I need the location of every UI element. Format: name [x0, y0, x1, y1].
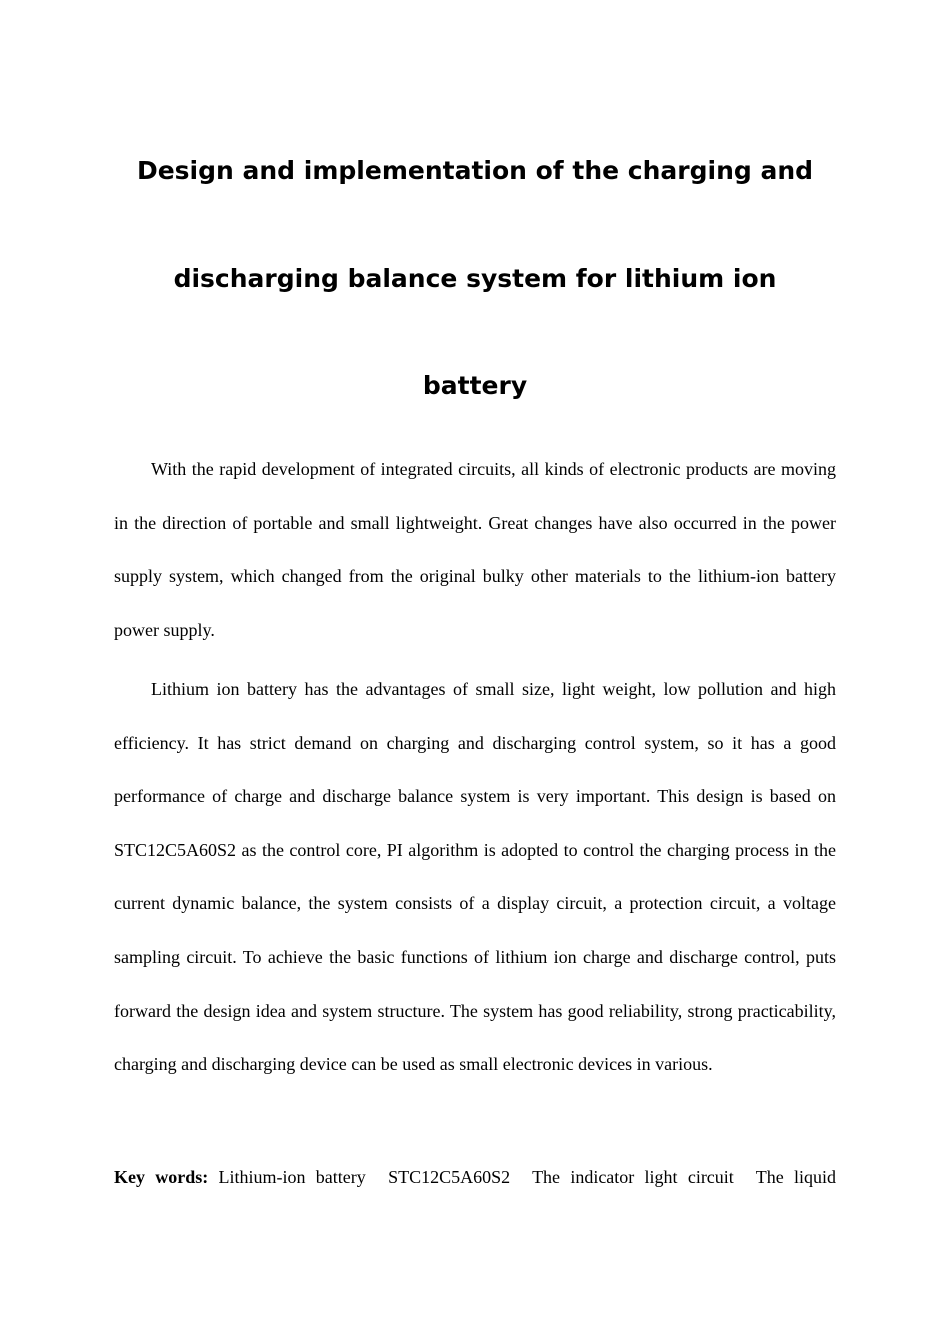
keywords-line	[114, 1151, 836, 1205]
keyword-item: The indicator light circuit	[532, 1167, 734, 1187]
keyword-item: STC12C5A60S2	[388, 1167, 511, 1187]
abstract-paragraph-2: Lithium ion battery has the advantages of small size, light weight, low pollution and high efficiency. It has strict demand on charging and discharging control system, so it has a good performance of charge and discharge balance system is very important. This design is based on STC12C5A60S2 as the control core, PI algorithm is adopted to control the charging process in the current dynamic balance, the system consists of a display circuit, a protection circuit, a voltage sampling circuit. To achieve the basic functions of lithium ion charge and discharge control, puts forward the design idea and system structure. The system has good reliability, strong practicability, charging and discharging device can be used as small electronic devices in various.	[114, 679, 836, 1075]
title-line-1: Design and implementation of the charging and	[136, 156, 814, 185]
keyword-item: The liquid	[755, 1167, 837, 1187]
abstract-paragraph-1: With the rapid development of integrated circuits, all kinds of electronic products are moving in the direction of portable and small lightweight. Great changes have also occurred in the power supply system, which changed from the original bulky other materials to the lithium-ion battery power supply.	[114, 459, 836, 640]
title-line-2: discharging balance system for lithium ion	[173, 264, 777, 293]
keywords-label: Key words:	[114, 1167, 209, 1187]
keyword-item: Lithium-ion battery	[218, 1167, 366, 1187]
title-line-3: battery	[422, 371, 528, 400]
